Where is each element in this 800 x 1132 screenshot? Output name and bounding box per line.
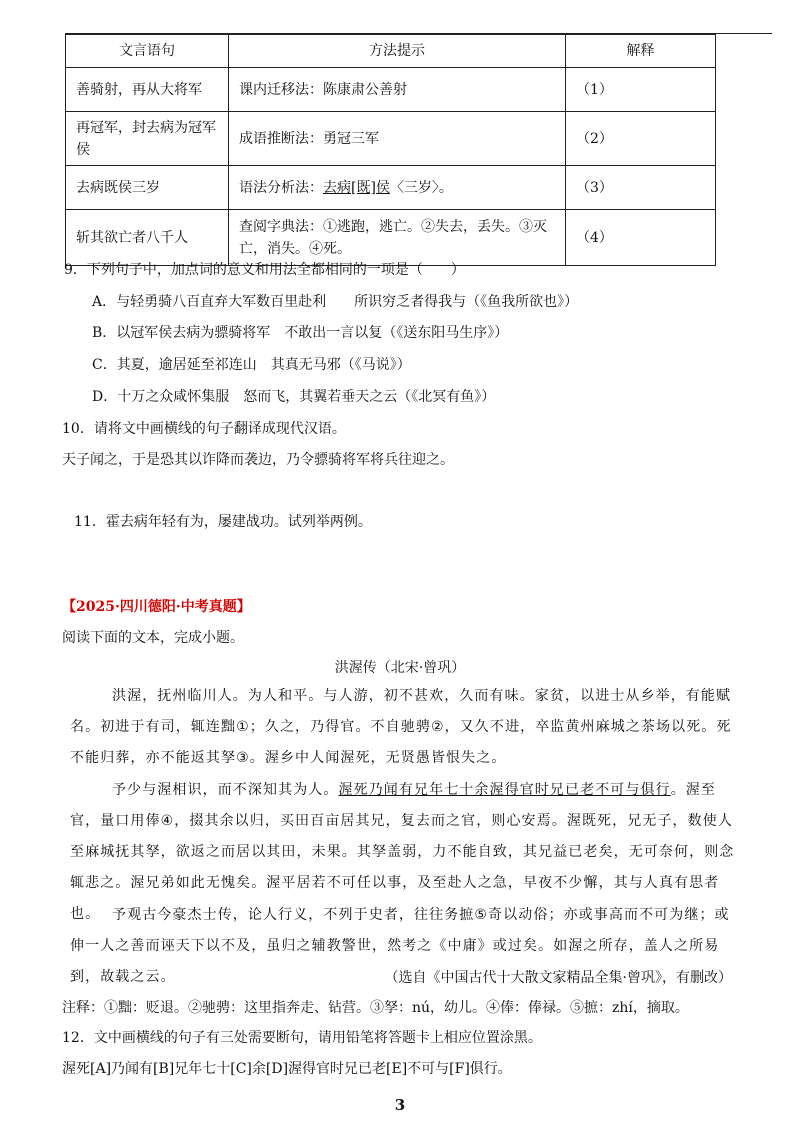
table-header: 方法提示: [229, 35, 566, 68]
question-10-sentence: 天子闻之，于是恐其以诈降而袭边，乃令骠骑将军将兵往迎之。: [62, 452, 454, 468]
exam-source-tag: 【2025·四川德阳·中考真题】: [62, 599, 251, 615]
question-11-stem: 11．霍去病年轻有为，屡建战功。试列举两例。: [74, 514, 372, 530]
answer-cell: （1）: [566, 68, 716, 112]
method-table: [65, 34, 716, 266]
option-c: C．其夏，逾居延至祁连山 其真无马邪（《马说》）: [92, 357, 411, 373]
table-row: [66, 68, 716, 112]
table-header-row: [66, 35, 716, 68]
option-d: D．十万之众咸怀集服 怒而飞，其翼若垂天之云（《北冥有鱼》）: [92, 389, 496, 405]
answer-cell: （3）: [566, 166, 716, 210]
option-a: A．与轻勇骑八百直弃大军数百里赴利 所识穷乏者得我与（《鱼我所欲也》）: [92, 294, 579, 310]
table-cell: 斩其欲亡者八千人: [66, 210, 229, 266]
answer-cell: （4）: [566, 210, 716, 266]
underlined-sentence: 渥死乃闻有兄年七十余渥得官时兄已老不可与俱行: [338, 782, 671, 798]
table-cell: 成语推断法：勇冠三军: [229, 112, 566, 166]
question-10-stem: 10．请将文中画横线的句子翻译成现代汉语。: [62, 421, 346, 437]
method-label: 语法分析法：: [239, 179, 323, 196]
passage-text: 。渥至官，量口用俸④，掇其余以归，买田百亩居其兄，复去而之官，则心安焉。渥既死，兄无子，数使人至麻城抚其孥，欲返之而居以其田，未果。其孥盖弱，力不能自致，其兄益已老矣，无可奈何，则念辄悲之。渥兄弟如此无愧矣。渥平居若不可任以事，及至赴人之急，早夜不少懈，其与人真有思者也。: [70, 782, 735, 922]
passage-text: 予少与渥相识，而不深知其为人。: [112, 782, 339, 798]
table-cell: 善骑射，再从大将军: [66, 68, 229, 112]
reading-instruction: 阅读下面的文本，完成小题。: [62, 630, 244, 646]
underlined-phrase: 去病[既]侯: [323, 179, 390, 196]
passage-source: （选自《中国古代十大散文家精品全集·曾巩》，有删改）: [384, 970, 732, 986]
option-b: B．以冠军侯去病为骠骑将军 不敢出一言以复（《送东阳马生序》）: [92, 325, 509, 341]
passage-paragraph-1: 洪渥，抚州临川人。为人和平。与人游，初不甚欢，久而有味。家贫，以进士从乡举，有能赋名。初进于有司，辄连黜①；久之，乃得官。不自驰骋②，又久不进，卒监黄州麻城之茶场以死。死不能归葬，亦不能返其孥③。渥乡中人闻渥死，无贤愚皆恨失之。: [70, 688, 732, 766]
question-12-stem: 12．文中画横线的句子有三处需要断句，请用铅笔将答题卡上相应位置涂黑。: [62, 1030, 542, 1046]
passage-title: 洪渥传（北宋·曾巩）: [334, 660, 466, 676]
table-header: 解释: [566, 35, 716, 68]
answer-cell: （2）: [566, 112, 716, 166]
table-cell: 查阅字典法：①逃跑，逃亡。②失去，丢失。③灭亡，消失。④死。: [229, 210, 566, 266]
table-cell: 课内迁移法：陈康肃公善射: [229, 68, 566, 112]
table-row: [66, 166, 716, 210]
table-cell: [229, 166, 566, 210]
method-suffix: 〈三岁〉。: [389, 179, 453, 196]
table-row: [66, 112, 716, 166]
table-cell: 去病既侯三岁: [66, 166, 229, 210]
table-header: 文言语句: [66, 35, 229, 68]
passage-paragraph-3: 予观古今豪杰士传，论人行义，不列于史者，往往务摭⑤奇以动俗；亦或事高而不可为继；或伸一人之善而诬天下以不及，虽归之辅教警世，然考之《中庸》或过矣。如渥之所存，盖人之所易到，故载之云。: [70, 907, 730, 985]
question-12-line: 渥死[A]乃闻有[B]兄年七十[C]余[D]渥得官时兄已老[E]不可与[F]俱行。: [62, 1061, 512, 1077]
table-row: [66, 210, 716, 266]
annotations: 注释：①黜：贬退。②驰骋：这里指奔走、钻营。③孥：nú，幼儿。④俸：俸禄。⑤摭：zhí，摘取。: [62, 1000, 689, 1016]
question-9-stem: 9．下列句子中，加点词的意义和用法全都相同的一项是（ ）: [64, 262, 465, 278]
page-number: 3: [394, 1096, 406, 1114]
table-cell: 再冠军，封去病为冠军侯: [66, 112, 229, 166]
